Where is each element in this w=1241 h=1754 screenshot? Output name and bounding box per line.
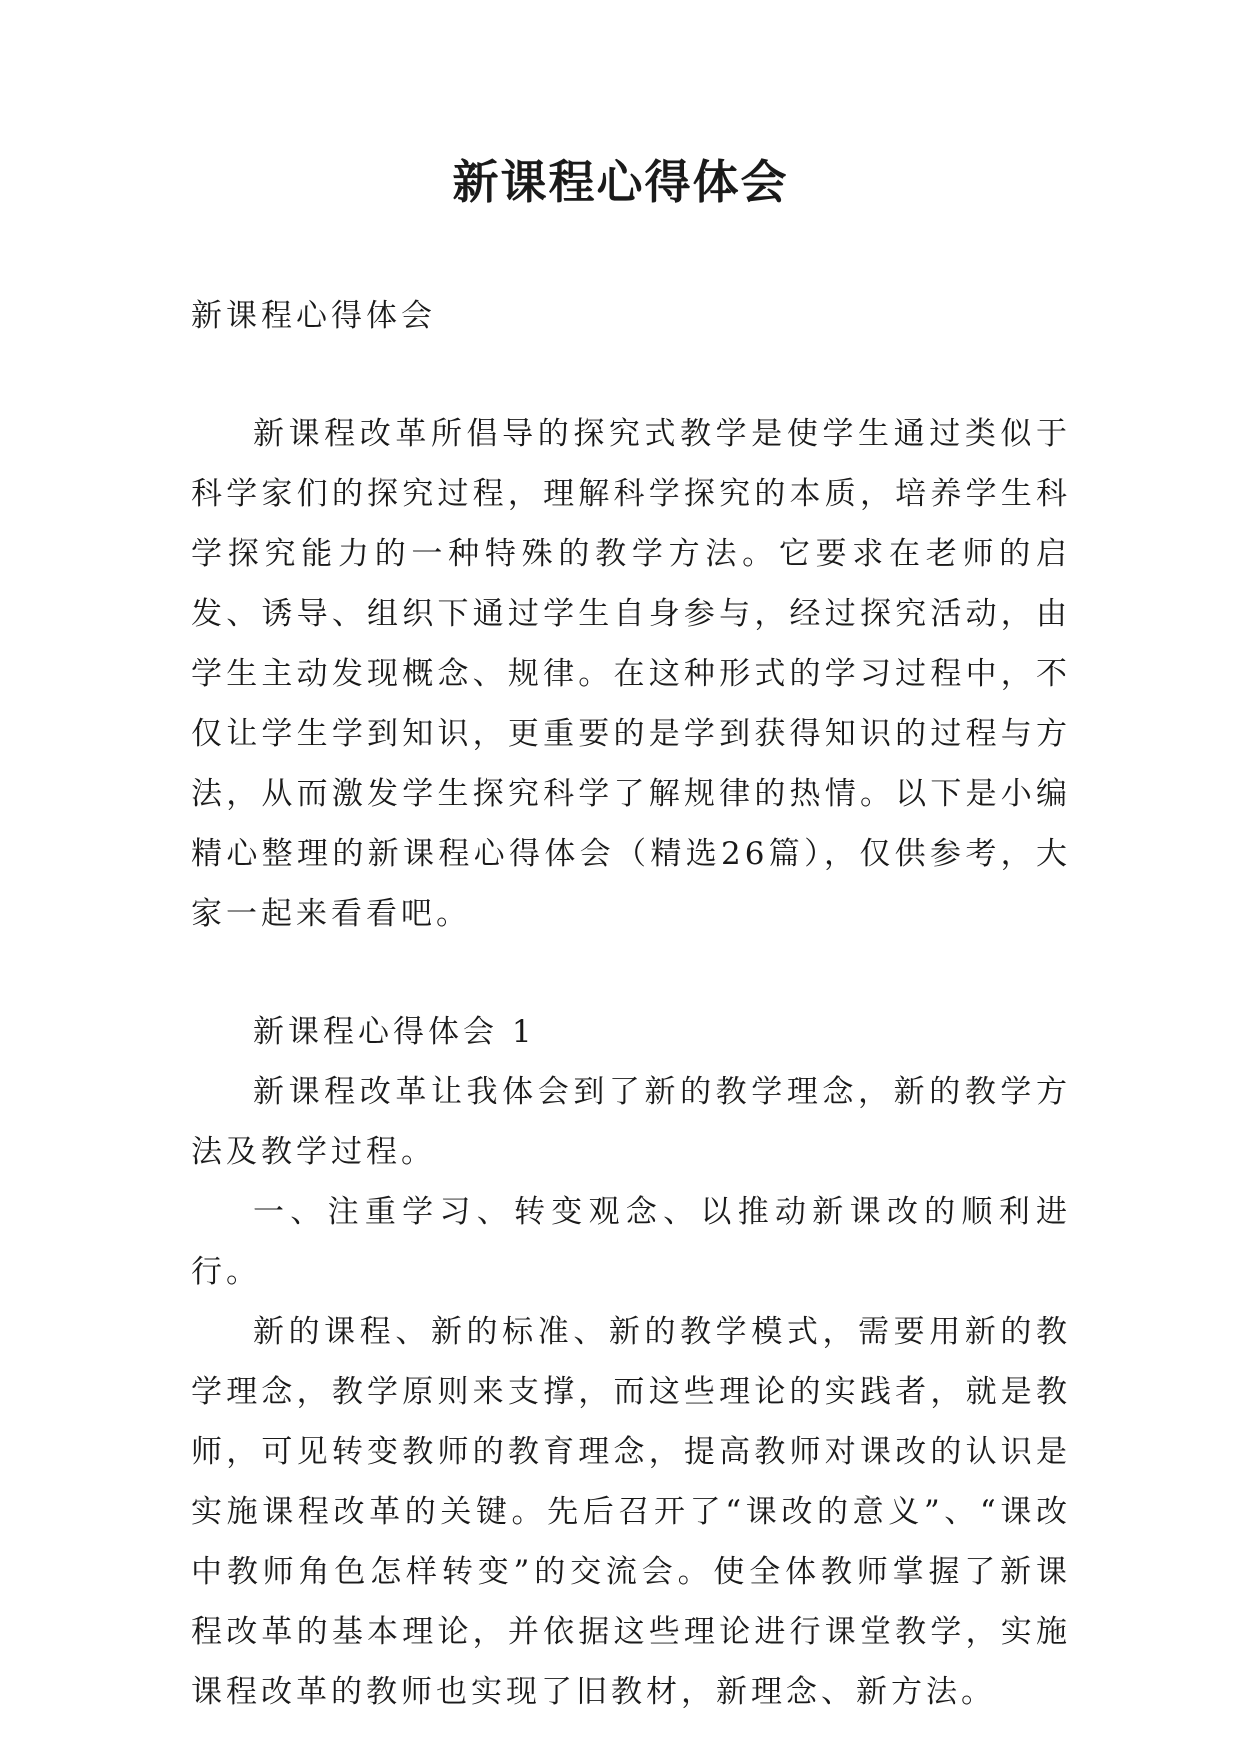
intro-paragraph: 新课程改革所倡导的探究式教学是使学生通过类似于科学家们的探究过程，理解科学探究的本质，培养学生科学探究能力的一种特殊的教学方法。它要求在老师的启发、诱导、组织下通过学生自身参与，经过探究活动，由学生主动发现概念、规律。在这种形式的学习过程中，不仅让学生学到知识，更重要的是学到获得知识的过程与方法，从而激发学生探究科学了解规律的热情。以下是小编精心整理的新课程心得体会（精选26篇），仅供参考，大家一起来看看吧。 [191,416,1071,932]
body-paragraph: 新课程改革让我体会到了新的教学理念，新的教学方法及教学过程。 [191,1074,1071,1170]
document-body [191,286,1071,1722]
section-heading: 新课程心得体会 1 [253,1014,536,1050]
document-title: 新课程心得体会 [452,155,789,209]
body-paragraph: 一、注重学习、转变观念、以推动新课改的顺利进行。 [191,1194,1071,1290]
body-paragraph: 新的课程、新的标准、新的教学模式，需要用新的教学理念，教学原则来支撑，而这些理论的实践者，就是教师，可见转变教师的教育理念，提高教师对课改的认识是实施课程改革的关键。先后召开了“课改的意义”、“课改中教师角色怎样转变”的交流会。使全体教师掌握了新课程改革的基本理论，并依据这些理论进行课堂教学，实施课程改革的教师也实现了旧教材，新理念、新方法。 [191,1314,1071,1710]
document-subtitle: 新课程心得体会 [191,298,436,334]
